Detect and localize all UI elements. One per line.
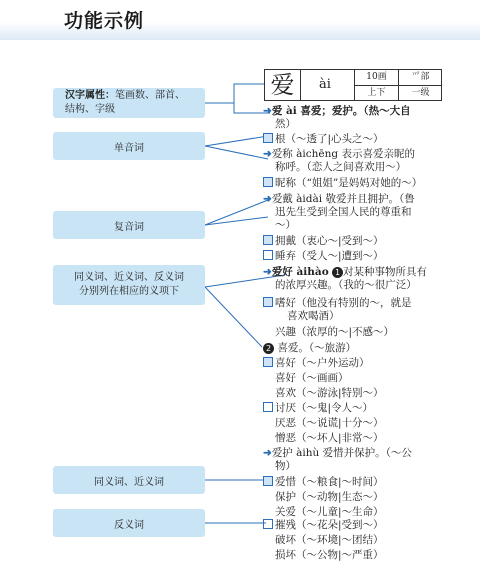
label-attr-heading: 汉字属性：	[65, 90, 115, 101]
headword-level: 一级	[398, 85, 442, 100]
label-compound-word: 复音词	[53, 211, 205, 239]
entry-line: 爱惜（～粮食|～时间）	[263, 476, 473, 489]
label-near-synonym: 同义词、近义词	[53, 466, 205, 494]
entry-line: 损坏（～公物|～严重）	[275, 549, 384, 561]
headword-radical: 爫部	[398, 70, 442, 85]
arrow-icon: ➜	[263, 105, 272, 117]
label-attr-line1: 笔画数、部首、	[115, 90, 185, 101]
page-title: 功能示例	[64, 10, 145, 32]
antonym-marker-icon	[263, 519, 273, 529]
entry-line: 喜好（～户外运动）	[263, 357, 473, 370]
entry-line: ➜爱 ài 喜爱；爱护。（热～大自	[263, 105, 411, 117]
entry-line: 根（～透了|心头之～）	[263, 133, 473, 146]
label-synonym-antonym-line2: 分别列在相应的义项下	[79, 286, 179, 297]
synonym-marker-icon	[263, 177, 273, 187]
entry-line: 的浓厚兴趣。（我的～很广泛）	[275, 279, 417, 291]
entry-line: 兴趣（浓厚的～|不感～）	[275, 326, 395, 338]
headword-char: 爱	[265, 70, 301, 100]
label-single-word: 单音词	[53, 132, 205, 160]
antonym-marker-icon	[263, 402, 273, 412]
entry-line: 讨厌（～鬼|令人～）	[263, 402, 473, 415]
entry-line: 保护（～动物|生态～）	[275, 491, 384, 503]
label-attr-line2: 结构、字级	[65, 104, 115, 115]
label-character-attributes	[53, 88, 205, 118]
sense-number-icon: 2	[263, 343, 274, 354]
entry-line: 破坏（～环境|～团结）	[275, 534, 384, 546]
entry-line: 迅先生受到全国人民的尊重和	[275, 206, 412, 218]
entry-line: 昵称（“姐姐”是妈妈对她的～）	[263, 177, 473, 190]
entry-line: ～）	[275, 219, 296, 231]
entry-line: 关爱（～儿童|～生命）	[275, 506, 384, 518]
synonym-marker-icon	[263, 357, 273, 367]
entry-line: 嗜好（他没有特别的～，就是	[263, 297, 473, 310]
entry-line: 拥戴（衷心～|受到～）	[263, 235, 473, 248]
headword-strokes: 10画	[354, 70, 398, 85]
label-synonym-antonym	[53, 265, 205, 305]
entry-line: ➜爱护 àihù 爱惜并保护。（～公	[263, 447, 412, 459]
arrow-icon: ➜	[263, 266, 272, 278]
synonym-marker-icon	[263, 235, 273, 245]
entry-line: ➜爱戴 àidài 敬爱并且拥护。（鲁	[263, 193, 415, 205]
entry-line: 2 喜爱。（～旅游）	[263, 342, 473, 355]
arrow-icon: ➜	[263, 447, 272, 459]
sense-number-icon: 1	[332, 267, 343, 278]
entry-line: 厌恶（～说谎|十分～）	[275, 417, 384, 429]
entry-line: ➜爱好 àihào 1 对某种事物所具有	[263, 266, 428, 278]
synonym-marker-icon	[263, 297, 273, 307]
headword-pinyin: ài	[319, 77, 331, 92]
synonym-marker-icon	[263, 133, 273, 143]
entry-line: ➜爱称 àichēng 表示喜爱亲昵的	[263, 148, 415, 160]
headword-structure: 上下	[354, 85, 398, 100]
arrow-icon: ➜	[263, 148, 272, 160]
entry-line: 喜欢（～游泳|特别～）	[275, 387, 384, 399]
label-antonym: 反义词	[53, 509, 205, 537]
entry-line: 称呼。（恋人之间喜欢用～）	[275, 161, 407, 173]
entry-line: 睡弃（受人～|遭到～）	[263, 250, 473, 263]
antonym-marker-icon	[263, 250, 273, 260]
entry-line: 然）	[275, 118, 296, 130]
entry-line: 喜好（～画画）	[275, 372, 349, 384]
arrow-icon: ➜	[263, 193, 272, 205]
label-synonym-antonym-line1: 同义词、近义词、反义词	[74, 272, 184, 283]
synonym-marker-icon	[263, 476, 273, 486]
entry-line: 物）	[275, 460, 296, 472]
entry-line: 摧残（～花朵|受到～）	[263, 519, 473, 532]
entry-line: 喜欢喝酒）	[287, 310, 340, 322]
entry-line: 憎恶（～坏人|非常～）	[275, 432, 384, 444]
